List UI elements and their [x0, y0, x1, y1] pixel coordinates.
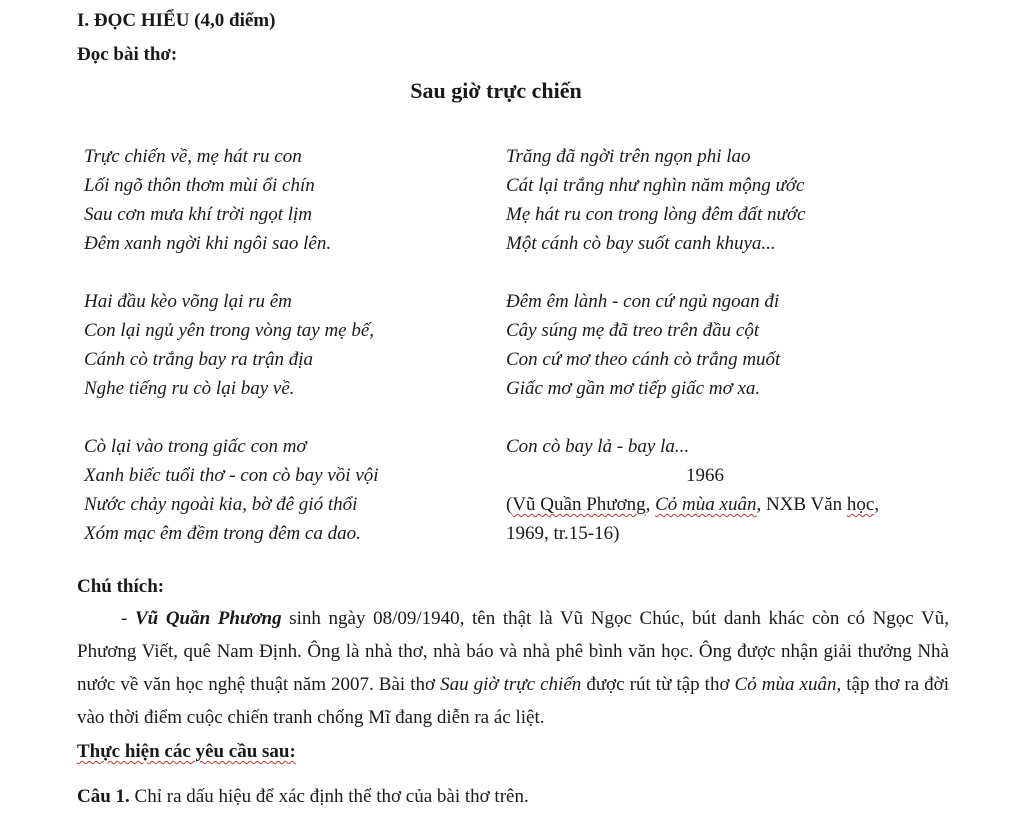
poem-line: Cánh cò trắng bay ra trận địa [84, 349, 314, 370]
source-publisher: , NXB Văn [756, 494, 843, 515]
poem-line: Cát lại trắng như nghìn năm mộng ước [506, 175, 805, 196]
poem-right-column [506, 142, 921, 548]
instruction-text: Đọc bài thơ: [77, 44, 178, 65]
stanza [84, 287, 379, 403]
source-sep: , [645, 494, 656, 515]
author-name: Vũ Quần Phương [134, 608, 282, 629]
poem-name-ref: Sau giờ trực chiến [440, 674, 582, 695]
question-1 [77, 786, 529, 808]
poem-line: Con lại ngủ yên trong vòng tay mẹ bế, [84, 320, 375, 341]
poem-line: Mẹ hát ru con trong lòng đêm đất nước [506, 204, 806, 225]
poem-line: Nước chảy ngoài kia, bờ đê gió thổi [84, 494, 358, 515]
poem-line: Xóm mạc êm đềm trong đêm ca dao. [84, 523, 361, 544]
notes-text-2: được rút từ tập thơ [581, 674, 735, 695]
collection-ref: Cỏ mùa xuân [734, 674, 837, 695]
question-1-label: Câu 1. [77, 786, 130, 807]
requirements-heading-text: Thực hiện các yêu cầu sau: [77, 741, 296, 762]
poem-left-column [84, 142, 379, 577]
poem-line: Lối ngõ thôn thơm mùi ổi chín [84, 175, 315, 196]
stanza [84, 142, 379, 258]
notes-dash: - [121, 608, 135, 629]
poem-title: Sau giờ trực chiến [410, 78, 582, 103]
poem-line: Một cánh cò bay suốt canh khuya... [506, 233, 776, 254]
stanza [506, 142, 921, 258]
source-publisher-word: học [846, 494, 875, 515]
notes-heading: Chú thích: [77, 576, 165, 597]
poem-line: Con cò bay lả - bay la... [506, 436, 690, 457]
poem-year: 1966 [686, 465, 724, 486]
stanza [84, 432, 379, 548]
poem-line: Con cứ mơ theo cánh cò trắng muốt [506, 349, 781, 370]
section-heading: I. ĐỌC HIỂU (4,0 điểm) [77, 10, 276, 31]
poem-line: Cò lại vào trong giấc con mơ [84, 436, 307, 457]
poem-source [506, 490, 921, 548]
poem-line: Hai đầu kèo võng lại ru êm [84, 291, 292, 312]
poem-line: Xanh biếc tuổi thơ - con cò bay vồi vội [84, 465, 379, 486]
question-1-text: Chỉ ra dấu hiệu để xác định thể thơ của bài thơ trên. [129, 786, 529, 807]
poem-line: Trăng đã ngời trên ngọn phi lao [506, 146, 751, 167]
source-pages: , 1969, tr.15-16) [506, 494, 880, 544]
source-book: Cỏ mùa xuân [655, 494, 757, 515]
source-author: Vũ Quần Phương [512, 494, 646, 515]
poem-line: Giấc mơ gần mơ tiếp giấc mơ xa. [506, 378, 761, 399]
poem-line: Nghe tiếng ru cò lại bay về. [84, 378, 295, 399]
poem-line: Trực chiến về, mẹ hát ru con [84, 146, 302, 167]
notes-paragraph [77, 602, 949, 734]
source-open: ( [506, 494, 513, 515]
poem-line: Cây súng mẹ đã treo trên đầu cột [506, 320, 760, 341]
poem-line: Đêm êm lành - con cứ ngủ ngoan đi [506, 291, 780, 312]
stanza [506, 287, 921, 403]
notes-text-3: , tập thơ ra đời vào thời điểm cuộc chiến tranh chống Mĩ đang diễn ra ác liệt. [77, 674, 950, 728]
notes-text-1: sinh ngày 08/09/1940, tên thật là Vũ Ngọc Chúc, bút danh khác còn có Ngọc Vũ, Phương Viết, quê Nam Định. Ông là nhà thơ, nhà báo và nhà phê bình văn học. Ông được nhận giải thưởng Nhà nước về văn học nghệ thuật năm 2007. Bài thơ [77, 608, 949, 695]
poem-line: Đêm xanh ngời khi ngôi sao lên. [84, 233, 332, 254]
poem-line: Sau cơn mưa khí trời ngọt lịm [84, 204, 313, 225]
requirements-heading [77, 741, 296, 763]
